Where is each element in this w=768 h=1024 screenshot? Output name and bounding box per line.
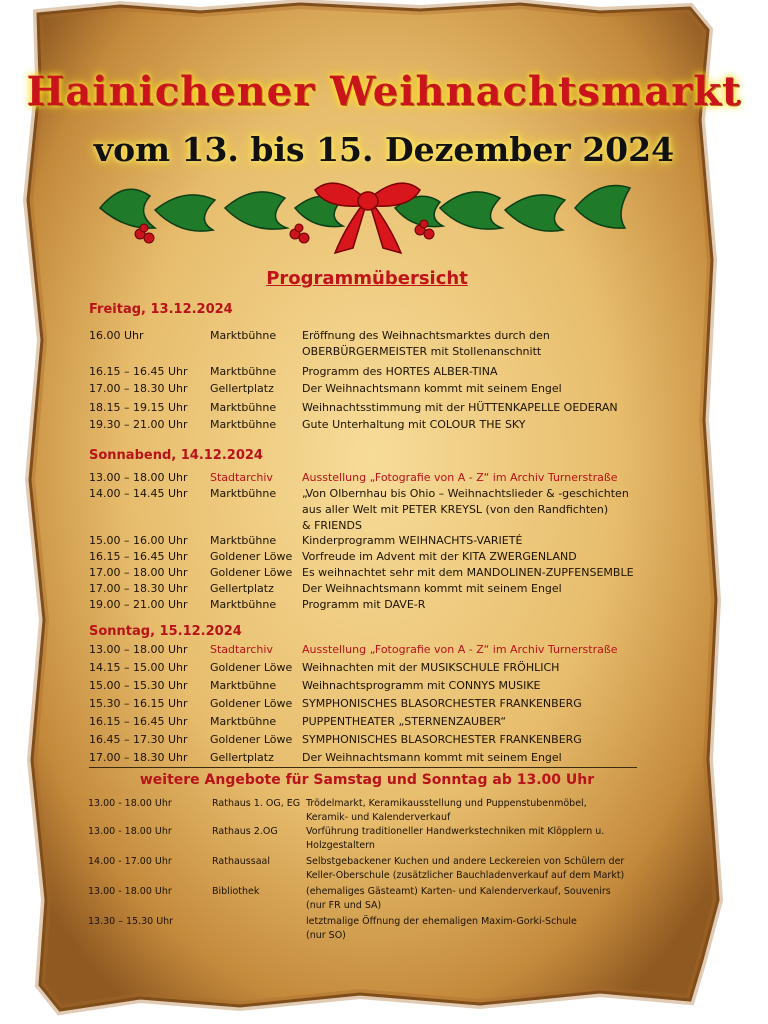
- event-place: Goldener Löwe: [210, 697, 293, 710]
- extra-time: 13.30 – 15.30 Uhr: [88, 916, 174, 927]
- event-desc: Weihnachtsstimmung mit der HÜTTENKAPELLE OEDERAN: [302, 401, 618, 414]
- event-place: Goldener Löwe: [210, 566, 293, 579]
- day-heading: Sonntag, 15.12.2024: [89, 624, 242, 639]
- event-time: 19.30 – 21.00 Uhr: [89, 418, 188, 431]
- event-time: 17.00 – 18.30 Uhr: [89, 582, 188, 595]
- event-place: Marktbühne: [210, 534, 277, 547]
- event-desc: Der Weihnachtsmann kommt mit seinem Engel: [302, 582, 562, 595]
- event-time: 19.00 – 21.00 Uhr: [89, 598, 188, 611]
- extra-desc: Trödelmarkt, Keramikausstellung und Puppenstubenmöbel, Keramik- und Kalenderverkauf: [306, 798, 587, 823]
- event-desc: Weihnachtsprogramm mit CONNYS MUSIKE: [302, 679, 541, 692]
- event-time: 13.00 – 18.00 Uhr: [89, 471, 188, 484]
- event-time: 13.00 – 18.00 Uhr: [89, 643, 188, 656]
- extra-desc: Selbstgebackener Kuchen und andere Leckereien von Schülern der Keller-Oberschule (zusätzlicher Bauchladenverkauf auf dem Markt): [306, 856, 625, 881]
- extra-time: 13.00 - 18.00 Uhr: [88, 798, 172, 809]
- extras-title: weitere Angebote für Samstag und Sonntag ab 13.00 Uhr: [139, 772, 595, 788]
- holly-garland-icon: [95, 168, 635, 258]
- event-desc: „Von Olbernhau bis Ohio – Weihnachtslieder & -geschichten aus aller Welt mit PETER KREYSL (von den Randfichten) & FRIENDS: [302, 487, 629, 532]
- event-place: Goldener Löwe: [210, 733, 293, 746]
- event-time: 15.30 – 16.15 Uhr: [89, 697, 188, 710]
- market-title: Hainichener Weihnachtsmarkt: [26, 68, 742, 115]
- event-desc: Eröffnung des Weihnachtsmarktes durch den OBERBÜRGERMEISTER mit Stollenanschnitt: [302, 329, 550, 358]
- event-time: 18.15 – 19.15 Uhr: [89, 401, 188, 414]
- event-place: Marktbühne: [210, 329, 277, 342]
- event-place: Stadtarchiv: [210, 471, 273, 484]
- event-time: 14.15 – 15.00 Uhr: [89, 661, 188, 674]
- extra-desc: Vorführung traditioneller Handwerkstechniken mit Klöpplern u. Holzgestaltern: [306, 826, 605, 851]
- extra-place: Bibliothek: [212, 886, 260, 897]
- event-desc: SYMPHONISCHES BLASORCHESTER FRANKENBERG: [302, 697, 582, 710]
- event-time: 15.00 – 16.00 Uhr: [89, 534, 188, 547]
- event-place: Goldener Löwe: [210, 661, 293, 674]
- day-heading: Freitag, 13.12.2024: [89, 302, 233, 317]
- extra-time: 14.00 - 17.00 Uhr: [88, 856, 172, 867]
- event-time: 17.00 – 18.00 Uhr: [89, 566, 188, 579]
- event-time: 16.15 – 16.45 Uhr: [89, 550, 188, 563]
- event-place: Gellertplatz: [210, 751, 274, 764]
- extra-place: Rathaussaal: [212, 856, 270, 867]
- event-time: 17.00 – 18.30 Uhr: [89, 751, 188, 764]
- event-desc: Programm mit DAVE-R: [302, 598, 426, 611]
- event-place: Marktbühne: [210, 598, 277, 611]
- event-desc: SYMPHONISCHES BLASORCHESTER FRANKENBERG: [302, 733, 582, 746]
- extra-desc: letztmalige Öffnung der ehemaligen Maxim-Gorki-Schule (nur SO): [306, 916, 577, 941]
- event-desc: Programm des HORTES ALBER-TINA: [302, 365, 498, 378]
- extra-place: Rathaus 1. OG, EG: [212, 798, 301, 809]
- event-desc: Weihnachten mit der MUSIKSCHULE FRÖHLICH: [302, 661, 560, 674]
- event-place: Marktbühne: [210, 487, 277, 500]
- event-place: Marktbühne: [210, 401, 277, 414]
- event-time: 16.15 – 16.45 Uhr: [89, 715, 188, 728]
- program-title: Programmübersicht: [266, 268, 468, 289]
- event-time: 17.00 – 18.30 Uhr: [89, 382, 188, 395]
- event-place: Marktbühne: [210, 715, 277, 728]
- extra-time: 13.00 - 18.00 Uhr: [88, 886, 172, 897]
- event-place: Marktbühne: [210, 418, 277, 431]
- event-desc: Der Weihnachtsmann kommt mit seinem Engel: [302, 382, 562, 395]
- event-desc: Es weihnachtet sehr mit dem MANDOLINEN-ZUPFENSEMBLE: [302, 566, 634, 579]
- event-desc: Ausstellung „Fotografie von A - Z“ im Archiv Turnerstraße: [302, 471, 618, 484]
- extra-time: 13.00 - 18.00 Uhr: [88, 826, 172, 837]
- event-time: 16.45 – 17.30 Uhr: [89, 733, 188, 746]
- extra-desc: (ehemaliges Gästeamt) Karten- und Kalenderverkauf, Souvenirs (nur FR und SA): [306, 886, 611, 911]
- event-time: 16.15 – 16.45 Uhr: [89, 365, 188, 378]
- event-time: 16.00 Uhr: [89, 329, 144, 342]
- event-place: Marktbühne: [210, 679, 277, 692]
- day-heading: Sonnabend, 14.12.2024: [89, 448, 263, 463]
- event-time: 15.00 – 15.30 Uhr: [89, 679, 188, 692]
- event-desc: Kinderprogramm WEIHNACHTS-VARIETÉ: [302, 534, 523, 547]
- event-time: 14.00 – 14.45 Uhr: [89, 487, 188, 500]
- divider: [89, 767, 637, 768]
- market-dates: vom 13. bis 15. Dezember 2024: [93, 130, 675, 169]
- event-place: Gellertplatz: [210, 382, 274, 395]
- event-place: Goldener Löwe: [210, 550, 293, 563]
- event-desc: Vorfreude im Advent mit der KITA ZWERGENLAND: [302, 550, 577, 563]
- event-desc: Ausstellung „Fotografie von A - Z“ im Archiv Turnerstraße: [302, 643, 618, 656]
- event-desc: PUPPENTHEATER „STERNENZAUBER“: [302, 715, 507, 728]
- extra-place: Rathaus 2.OG: [212, 826, 278, 837]
- event-desc: Gute Unterhaltung mit COLOUR THE SKY: [302, 418, 526, 431]
- event-desc: Der Weihnachtsmann kommt mit seinem Engel: [302, 751, 562, 764]
- event-place: Gellertplatz: [210, 582, 274, 595]
- event-place: Marktbühne: [210, 365, 277, 378]
- event-place: Stadtarchiv: [210, 643, 273, 656]
